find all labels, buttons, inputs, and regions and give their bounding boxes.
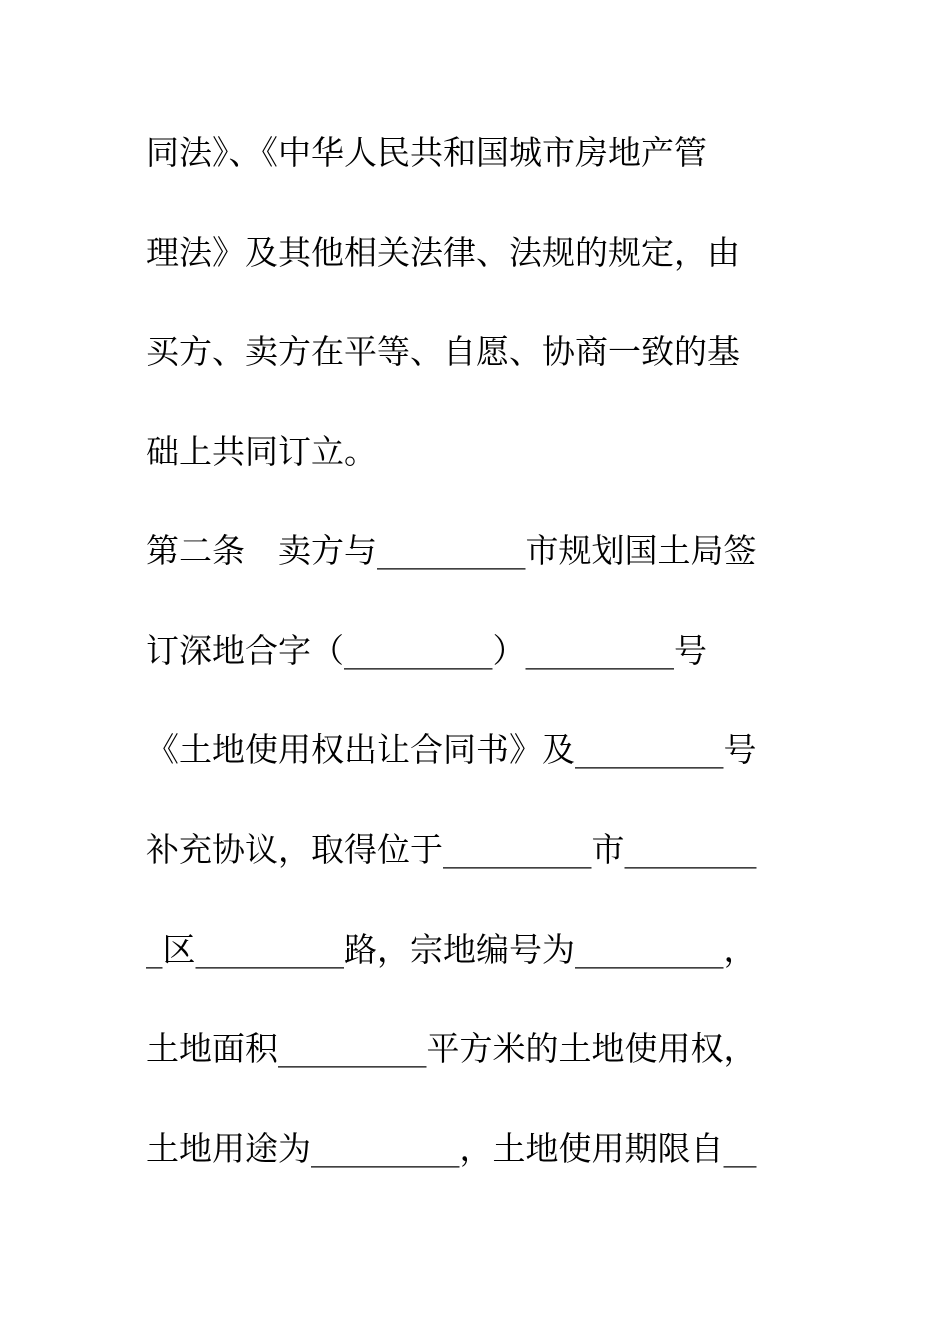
text-line-1: 同法》、《中华人民共和国城市房地产管 xyxy=(146,133,707,172)
text-line-10: 土地面积_________平方米的土地使用权， xyxy=(146,1029,757,1068)
article-2-heading-line: 第二条 卖方与_________市规划国土局签 xyxy=(146,531,757,570)
text-line-6: 订深地合字（_________）_________号 xyxy=(146,631,707,670)
text-line-9: _区_________路，宗地编号为_________， xyxy=(146,930,757,969)
text-line-7: 《土地使用权出让合同书》及_________号 xyxy=(146,730,757,769)
text-line-4: 础上共同订立。 xyxy=(146,432,377,471)
text-line-3: 买方、卖方在平等、自愿、协商一致的基 xyxy=(146,332,740,371)
text-line-8: 补充协议，取得位于_________市________ xyxy=(146,830,757,869)
text-line-11: 土地用途为_________，土地使用期限自__ xyxy=(146,1129,757,1168)
text-line-2: 理法》及其他相关法律、法规的规定，由 xyxy=(146,233,740,272)
